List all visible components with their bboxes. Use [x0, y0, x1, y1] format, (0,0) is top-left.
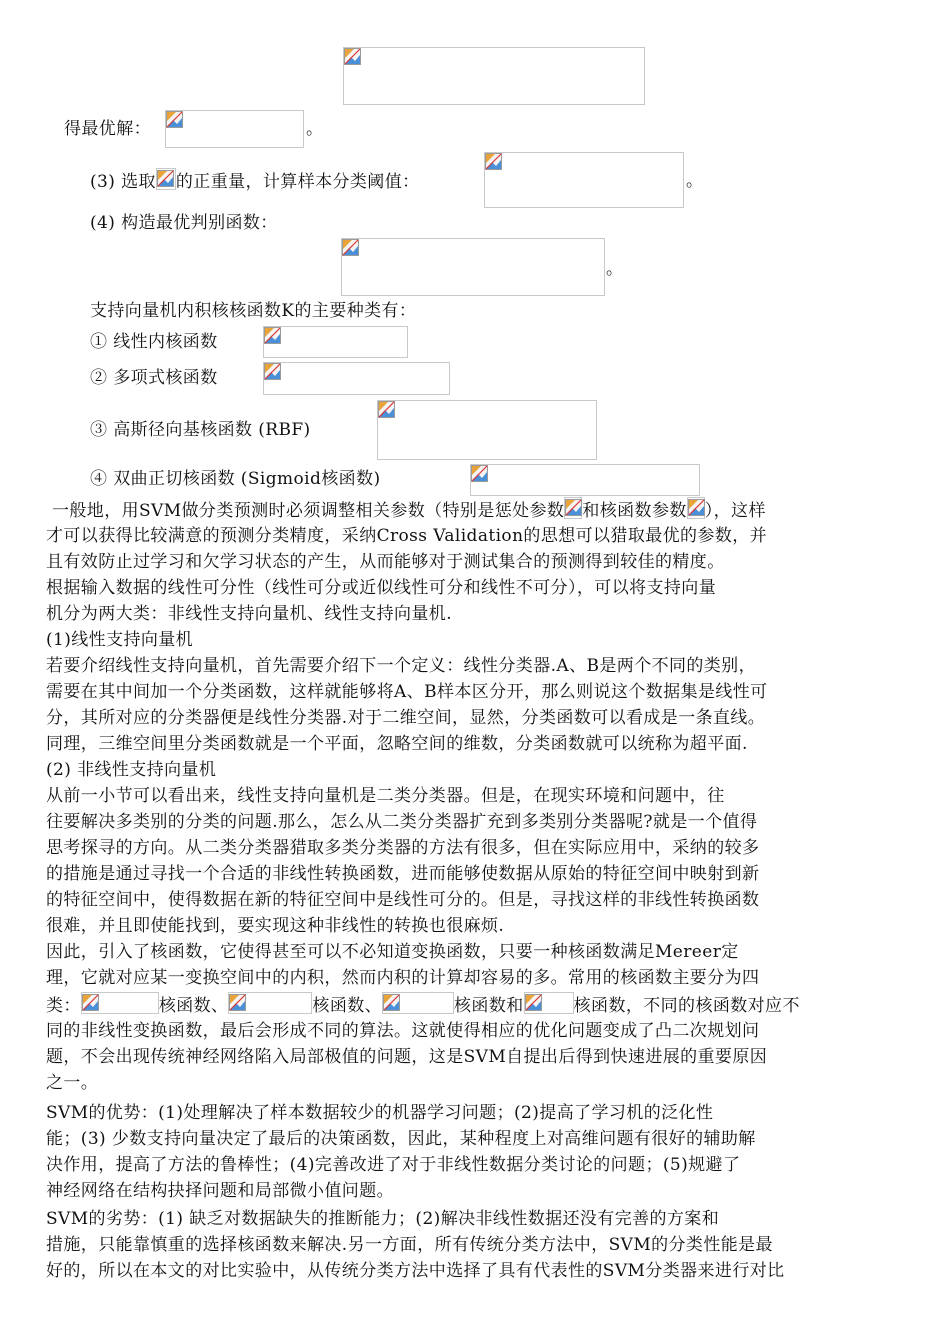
- text-span: ① 线性内核函数: [90, 332, 218, 352]
- formula-image: [81, 992, 159, 1014]
- text-span: 核函数和: [454, 996, 524, 1016]
- broken-image-icon: [166, 111, 183, 128]
- text-span: 才可以获得比较满意的预测分类精度，采纳Cross Validation的思想可以猎取最优的参数，并: [46, 526, 768, 546]
- text-span: 机分为两大类：非线性支持向量机、线性支持向量机.: [46, 604, 453, 624]
- broken-image-icon: [688, 499, 705, 516]
- formula-image: [228, 992, 312, 1014]
- text-line: [46, 939, 906, 965]
- text-span: 得最优解：: [64, 119, 151, 139]
- text-span: 类：: [46, 996, 81, 1016]
- formula-image: [470, 464, 700, 496]
- text-line: [46, 809, 906, 835]
- text-span: 和核函数参数: [582, 501, 687, 521]
- text-line: [46, 1232, 906, 1258]
- text-span: 思考探寻的方向。从二类分类器猎取多类分类器的方法有很多，但在实际应用中，采纳的较多: [46, 838, 760, 858]
- broken-image-icon: [383, 994, 400, 1011]
- text-span: 措施，只能靠慎重的选择核函数来解决.另一方面，所有传统分类方法中，SVM的分类性能是最: [46, 1235, 773, 1255]
- text-span: 核函数、: [158, 996, 229, 1016]
- formula-image: [687, 497, 705, 519]
- section-heading: [46, 627, 906, 653]
- text-span: ④ 双曲正切核函数 (Sigmoid核函数): [90, 469, 381, 489]
- text-line: [46, 1178, 906, 1204]
- formula-image: [341, 238, 605, 296]
- text-line: [46, 992, 906, 1019]
- text-line: [46, 705, 906, 731]
- text-line: [46, 653, 906, 679]
- text-span: 的特征空间中，使得数据在新的特征空间中是线性可分的。但是，寻找这样的非线性转换函数: [46, 890, 760, 910]
- text-span: 往要解决多类别的分类的问题.那么，怎么从二类分类器扩充到多类别分类器呢?就是一个值得: [46, 812, 758, 832]
- broken-image-icon: [264, 363, 281, 380]
- text-span: 很难，并且即使能找到，要实现这种非线性的转换也很麻烦.: [46, 916, 505, 936]
- formula-image: [165, 110, 304, 148]
- text-line: [52, 497, 912, 524]
- text-span: 。: [606, 259, 624, 279]
- formula-image: [484, 152, 684, 208]
- text-line: [46, 731, 906, 757]
- text-line: [46, 1258, 906, 1284]
- text-span: 的正重量，计算样本分类阈值：: [175, 172, 420, 192]
- text-line: [46, 783, 906, 809]
- text-line: [46, 1152, 906, 1178]
- broken-image-icon: [525, 994, 542, 1011]
- text-span: (4) 构造最优判别函数：: [90, 213, 278, 233]
- text-line: [90, 329, 950, 355]
- text-line: [46, 861, 906, 887]
- text-span: 若要介绍线性支持向量机，首先需要介绍下一个定义：线性分类器.A、B是两个不同的类别，: [46, 656, 756, 676]
- broken-image-icon: [82, 994, 99, 1011]
- text-span: ），这样: [704, 501, 766, 521]
- text-span: 且有效防止过学习和欠学习状态的产生，从而能够对于测试集合的预测得到较佳的精度。: [46, 552, 725, 572]
- text-line: [46, 549, 906, 575]
- text-line: [90, 210, 950, 236]
- text-span: (3) 选取: [90, 172, 156, 192]
- broken-image-icon: [264, 327, 281, 344]
- broken-image-icon: [342, 239, 359, 256]
- text-span: 根据输入数据的线性可分性（线性可分或近似线性可分和线性不可分），可以将支持向量: [46, 578, 717, 598]
- text-span: 理，它就对应某一变换空间中的内积，然而内积的计算却容易的多。常用的核函数主要分为四: [46, 968, 760, 988]
- text-line: [46, 887, 906, 913]
- broken-image-icon: [565, 499, 582, 516]
- text-span: (2) 非线性支持向量机: [46, 760, 217, 780]
- text-line: [90, 365, 950, 391]
- text-line: [686, 168, 716, 194]
- broken-image-icon: [485, 153, 502, 170]
- text-line: [46, 679, 906, 705]
- text-span: 。: [686, 171, 704, 191]
- text-span: 核函数、: [312, 996, 383, 1016]
- text-span: 好的，所以在本文的对比实验中，从传统分类方法中选择了具有代表性的SVM分类器来进行对比: [46, 1261, 785, 1281]
- text-span: SVM的劣势：(1) 缺乏对数据缺失的推断能力；(2)解决非线性数据还没有完善的方案和: [46, 1209, 720, 1229]
- text-line: [606, 256, 636, 282]
- formula-image: [564, 497, 582, 519]
- text-line: [46, 523, 906, 549]
- text-line: [46, 1018, 906, 1044]
- text-span: 能；(3) 少数支持向量决定了最后的决策函数，因此，某种程度上对高维问题有很好的辅助解: [46, 1129, 756, 1149]
- broken-image-icon: [157, 170, 174, 187]
- text-line: [46, 1126, 906, 1152]
- formula-image: [524, 992, 574, 1014]
- text-span: SVM的优势：(1)处理解决了样本数据较少的机器学习问题；(2)提高了学习机的泛化性: [46, 1103, 714, 1123]
- text-span: ② 多项式核函数: [90, 368, 218, 388]
- text-span: 题，不会出现传统神经网络陷入局部极值的问题，这是SVM自提出后得到快速进展的重要原因: [46, 1047, 768, 1067]
- text-span: 的措施是通过寻找一个合适的非线性转换函数，进而能够使数据从原始的特征空间中映射到新: [46, 864, 760, 884]
- section-heading: [46, 757, 906, 783]
- text-span: 从前一小节可以看出来，线性支持向量机是二类分类器。但是，在现实环境和问题中，往: [46, 786, 725, 806]
- text-line: [306, 116, 336, 142]
- broken-image-icon: [471, 465, 488, 482]
- broken-image-icon: [344, 48, 361, 65]
- text-span: (1)线性支持向量机: [46, 630, 194, 650]
- text-line: [46, 1206, 906, 1232]
- text-span: 决作用，提高了方法的鲁棒性；(4)完善改进了对于非线性数据分类讨论的问题；(5)规避了: [46, 1155, 741, 1175]
- text-span: 神经网络在结构抉择问题和局部微小值问题。: [46, 1181, 394, 1201]
- text-span: 因此，引入了核函数，它使得甚至可以不必知道变换函数，只要一种核函数满足Mereer定: [46, 942, 739, 962]
- text-span: 之一。: [46, 1073, 99, 1093]
- text-line: [46, 965, 906, 991]
- formula-image: [263, 326, 408, 358]
- formula-image: [343, 47, 645, 105]
- formula-image: [156, 168, 176, 190]
- text-line: [46, 1070, 906, 1096]
- text-span: 。: [306, 119, 324, 139]
- text-span: 支持向量机内积核核函数K的主要种类有：: [90, 301, 417, 321]
- text-line: [46, 913, 906, 939]
- text-span: 同的非线性变换函数，最后会形成不同的算法。这就使得相应的优化问题变成了凸二次规划问: [46, 1021, 760, 1041]
- text-span: 核函数，不同的核函数对应不: [573, 996, 800, 1016]
- text-line: [46, 1100, 906, 1126]
- formula-image: [377, 400, 597, 460]
- text-line: [46, 1044, 906, 1070]
- text-span: ③ 高斯径向基核函数 (RBF): [90, 420, 311, 440]
- broken-image-icon: [378, 401, 395, 418]
- broken-image-icon: [229, 994, 246, 1011]
- text-line: [46, 835, 906, 861]
- text-span: 一般地，用SVM做分类预测时必须调整相关参数（特别是惩处参数: [52, 501, 565, 521]
- text-span: 需要在其中间加一个分类函数，这样就能够将A、B样本区分开，那么则说这个数据集是线性可: [46, 682, 768, 702]
- formula-image: [263, 362, 450, 395]
- text-line: [46, 575, 906, 601]
- text-line: [46, 601, 906, 627]
- formula-image: [382, 992, 454, 1014]
- text-line: [90, 298, 950, 324]
- text-span: 同理，三维空间里分类函数就是一个平面，忽略空间的维数，分类函数就可以统称为超平面.: [46, 734, 748, 754]
- text-span: 分，其所对应的分类器便是线性分类器.对于二维空间，显然，分类函数可以看成是一条直线。: [46, 708, 766, 728]
